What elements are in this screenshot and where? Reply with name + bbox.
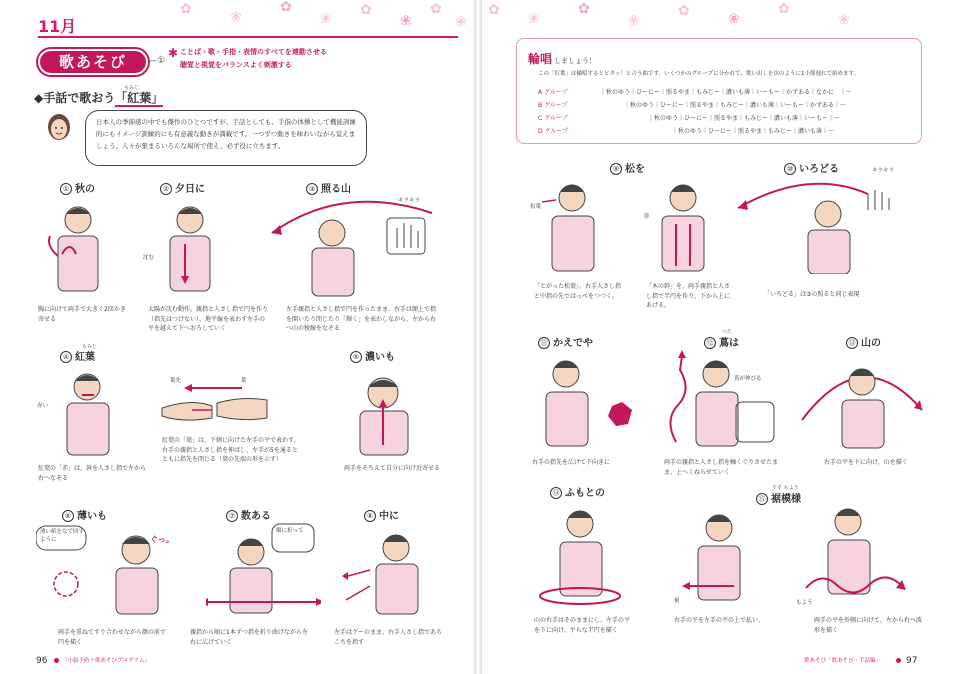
- right-page: [478, 0, 955, 674]
- step-11-description: 右手の指先を広げて下向きに: [532, 459, 611, 466]
- step-2-description: 太陽が沈む動作。親指と人さし指で円を作り（指先はつけない）、地平線を表わす左手の平を越えて下へおろしていく: [148, 306, 269, 332]
- callout-usuikami: 薄い紙をなで回すように: [40, 529, 85, 543]
- page-number-left: 96: [36, 656, 48, 666]
- step-3-title: ③ 照る山: [306, 180, 351, 195]
- step-12-description: 両手の親指と人さし指を軸くぐりさせたまま、上へくねらせていく: [664, 459, 779, 476]
- step-9a-description: 「とがった松葉」。右手人さし指と中指の先ではっぺをつつく。: [534, 283, 622, 300]
- step-15a-description: 右手の平を左手の平の上で払い、: [674, 617, 765, 624]
- callout-moyou: もよう: [796, 600, 813, 606]
- footer-dot-right: [896, 658, 901, 663]
- footer-text-left: 『小脳予防＋歌あそびプログラム』: [62, 658, 150, 664]
- callout-hasaki: 葉先: [170, 378, 182, 384]
- step-5-description: 両手をそろえて自分に向け近寄せる: [344, 465, 441, 472]
- step-13-title: ⑬ 山の: [846, 334, 881, 349]
- step-12-title: ⑫ 蔦は: [704, 334, 739, 349]
- step-13-illustration: [792, 350, 932, 450]
- step-15-title: ⑮ 裾模様: [756, 490, 801, 505]
- footer-text-right: 歌あそび「歌あそび・手話編」: [804, 658, 882, 664]
- step-12-illustration: [656, 350, 776, 450]
- step-14-title: ⑭ ふもとの: [550, 484, 605, 499]
- intro-speech-bubble: 日本人の季節感の中でも傑作のひとつですが、手話としても、手指の体操として機能訓練的にもイメージ訓練的にも有意義な動きが満載です。一つずつ動きを味わいながら覚えましょう。人々が集まるいろんな場所で使え、必ず役に立ちます。: [85, 110, 367, 166]
- step-2-illustration: [145, 196, 235, 296]
- step-7-title: ⑦ 数ある: [226, 507, 271, 522]
- callout-tsuta: 蔦が伸びる: [734, 376, 762, 382]
- month-label: 11月: [38, 17, 77, 36]
- step-2-title: ② 夕日に: [160, 180, 205, 195]
- step-10-description: 「いろどる」は③の照ると同じ表現: [764, 291, 860, 298]
- group-a-row: A グループ ｜秋のゆう｜ひーにー｜照るやま｜もみじー｜濃いも薄｜いーもー｜かずある｜なかに ｜〜: [538, 89, 853, 96]
- step-8-description: 左手はグーのまま、右手人さし指であちこちを指す: [334, 629, 443, 646]
- step-13-description: 右手の平を下に向け、山を描く: [824, 459, 908, 466]
- step-9b-illustration: [648, 176, 718, 276]
- header-rule: [38, 36, 458, 38]
- step-4-title: ④ 紅葉: [60, 348, 95, 363]
- callout-kirakira-left: キラキラ: [398, 198, 421, 204]
- step-9a-illustration: [534, 176, 604, 276]
- callout-jun: 順に折って: [276, 528, 304, 534]
- objective-2: 聴覚と視覚をバランスよく刺激する: [180, 61, 292, 69]
- step-15-ruby: すそ もよう: [772, 485, 799, 491]
- callout-matsuba: 松葉: [530, 204, 542, 210]
- round-title: 輪唱 しましょう！: [528, 52, 597, 66]
- objective-1: ことば・歌・手指・表情のすべてを連動させる: [180, 48, 327, 56]
- step-1-description: 胸に向けて両手で大きく2回かき寄せる: [38, 306, 126, 323]
- step-7-illustration: [206, 522, 321, 617]
- step-11-title: ⑪ かえでや: [538, 334, 593, 349]
- maple-leaf-decoration: ✿ ❀ ✿ ❀ ✿ ❀ ✿ ❀: [180, 0, 467, 30]
- step-11-illustration: [526, 350, 646, 450]
- step-1-illustration: [36, 196, 116, 296]
- step-5-illustration: [338, 365, 438, 457]
- group-b-row: B グループ ｜秋のゆう｜ひーにー｜照るやま｜もみじー｜濃いも薄｜いーもー｜かずある｜〜: [538, 102, 847, 109]
- page-title: 歌あそび: [38, 49, 148, 75]
- callout-gui: ぐっ。: [150, 535, 174, 544]
- callout-shizumu: 沈む: [143, 255, 155, 261]
- group-d-row: D グループ ｜秋のゆう｜ひーにー｜照るやま｜もみじー｜濃いも薄｜〜: [538, 128, 835, 135]
- step-3-description: 左手親指と人さし指で円を作ったまま、右手は顔上で指を開いたり閉じたり「輝く」を表わしながら、左から右へ山の稜線をなぞる: [286, 306, 437, 332]
- step-3-illustration: [262, 193, 442, 298]
- step-6-title: ⑥ 薄いも: [62, 507, 107, 522]
- callout-kirakira-right: キラキラ: [872, 168, 895, 174]
- callout-akai: 赤い: [37, 403, 49, 409]
- step-1-title: ① 秋の: [60, 180, 95, 195]
- star-icon: ✱: [168, 46, 179, 60]
- step-6-description: 両手を重ねてすり合わせながら顔の前で円を描く: [58, 629, 166, 646]
- step-4-ruby: もみじ: [82, 344, 98, 350]
- book-spine: [474, 0, 482, 674]
- step-9-title: ⑨ 松を: [610, 160, 645, 175]
- step-7-description: 親指から順に1本ずつ指を折り曲げながら左右に広げていく: [190, 629, 308, 646]
- left-page: [0, 0, 477, 674]
- step-12-ruby: つた: [722, 329, 733, 335]
- step-4a-description: 紅葉の「赤」は、唇を人さし指で左から右へなぞる: [38, 465, 147, 482]
- section-heading: ◆手話で歌おう「紅葉」: [34, 91, 164, 105]
- round-intro: この「紅葉」は輪唱するとピタッ！と合う曲です。いくつかのグループに分かれて、歌い出しを次のように1小節遅れで始めます。: [538, 71, 860, 77]
- step-9b-description: 「木の幹」を、両手親指と人さし指で半円を作り、下から上にあげる。: [646, 283, 731, 309]
- narrator-face-icon: [44, 112, 74, 144]
- step-14-illustration: [528, 500, 638, 610]
- maple-leaf-decoration-right: ✿ ❀ ✿ ❀ ✿ ❀ ✿ ❀: [488, 1, 850, 29]
- callout-miki: 幹: [644, 214, 650, 220]
- group-c-row: C グループ ｜秋のゆう｜ひーにー｜照るやま｜もみじー｜濃いも薄｜いーもー｜〜: [538, 115, 841, 122]
- step-14-description: 山の右手はそのままにし、左手の平を下に向け、平らな半円を描く: [534, 617, 631, 634]
- step-4b-description: 紅葉の「葉」は、下側に向けた左手の平で表わす。右手の親指と人さし指を伸ばし、左手が5を通るとともに指先を閉じる（葉の先端の形を示す）: [162, 437, 300, 463]
- page-number-right: 97: [906, 656, 918, 666]
- callout-ha: 葉: [241, 378, 247, 384]
- footer-dot-left: [54, 658, 59, 663]
- step-15b-illustration: [798, 500, 908, 606]
- step-8-title: ⑧ 中に: [364, 507, 399, 522]
- step-4a-illustration: [42, 365, 132, 457]
- step-4b-illustration: [152, 378, 272, 433]
- step-10-illustration: [728, 174, 908, 274]
- step-5-title: ⑤ 濃いも: [350, 348, 395, 363]
- step-8-illustration: [340, 522, 445, 617]
- step-15a-illustration: [674, 506, 764, 606]
- section-ruby: もみじ: [124, 85, 140, 91]
- title-number: —①: [148, 56, 166, 66]
- step-10-title: ⑩ いろどる: [784, 160, 839, 175]
- callout-suso: 裾: [674, 598, 680, 604]
- step-15b-description: 両手の平を外側に向けて、左から右へ波形を描く: [814, 617, 922, 634]
